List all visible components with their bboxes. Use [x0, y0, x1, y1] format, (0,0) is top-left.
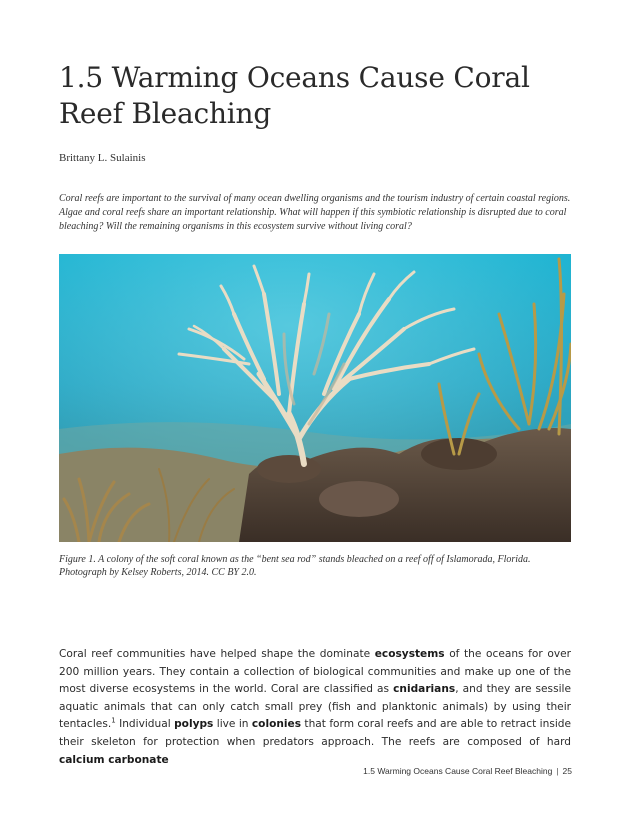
- body-text-segment: that form coral reefs and are able to retract inside their skeleton for protection when predators approach. The reefs are composed of hard: [59, 718, 572, 748]
- term-cnidarians: cnidarians: [393, 683, 456, 696]
- body-text-segment: Individual: [115, 718, 175, 731]
- term-colonies: colonies: [251, 718, 302, 731]
- term-ecosystems: ecosystems: [374, 648, 445, 660]
- term-polyps: polyps: [174, 718, 214, 731]
- body-text-segment: of the oceans for over 200 million years. They contain a collection of biological communities and make up one of the most diverse ecosystems in the world. Coral are classified as: [59, 648, 571, 696]
- intro-paragraph: Coral reefs are important to the survival of many ocean dwelling organisms and the tourism industry of certain coastal regions. Algae and coral reefs share an important relationship. What will happen if this symbiotic relationship is disrupted due to coral bleaching? Will the remaining organisms in this ecosystem survive without living coral?: [59, 193, 571, 232]
- running-title: 1.5 Warming Oceans Cause Coral Reef Bleaching: [363, 766, 553, 776]
- body-text-segment: live in: [213, 718, 252, 731]
- figure-caption-text: Figure 1. A colony of the soft coral known as the “bent sea rod” stands bleached on a reef off of Islamorada, Florida.: [59, 554, 531, 565]
- body-paragraph: [59, 646, 571, 769]
- footnote-ref[interactable]: 1: [111, 716, 116, 725]
- body-text-segment: , and they are sessile aquatic animals that can only catch small prey (fish and planktonic animals) by using their tentacles.: [59, 683, 571, 731]
- body-text-segment: Coral reef communities have helped shape the dominate: [59, 648, 375, 660]
- figure-caption: [59, 553, 571, 579]
- term-calcium-carbonate: calcium carbonate: [59, 753, 169, 766]
- footer-separator: |: [556, 766, 559, 776]
- page-number: 25: [562, 766, 572, 776]
- coral-reef-image: [59, 254, 571, 542]
- page-title: 1.5 Warming Oceans Cause Coral Reef Bleaching: [59, 61, 530, 130]
- author-name: Brittany L. Sulainis: [59, 152, 146, 164]
- page-footer: [363, 766, 572, 776]
- photo-credit: Photograph by Kelsey Roberts, 2014. CC BY 2.0.: [59, 567, 257, 578]
- coral-photograph: [59, 254, 571, 542]
